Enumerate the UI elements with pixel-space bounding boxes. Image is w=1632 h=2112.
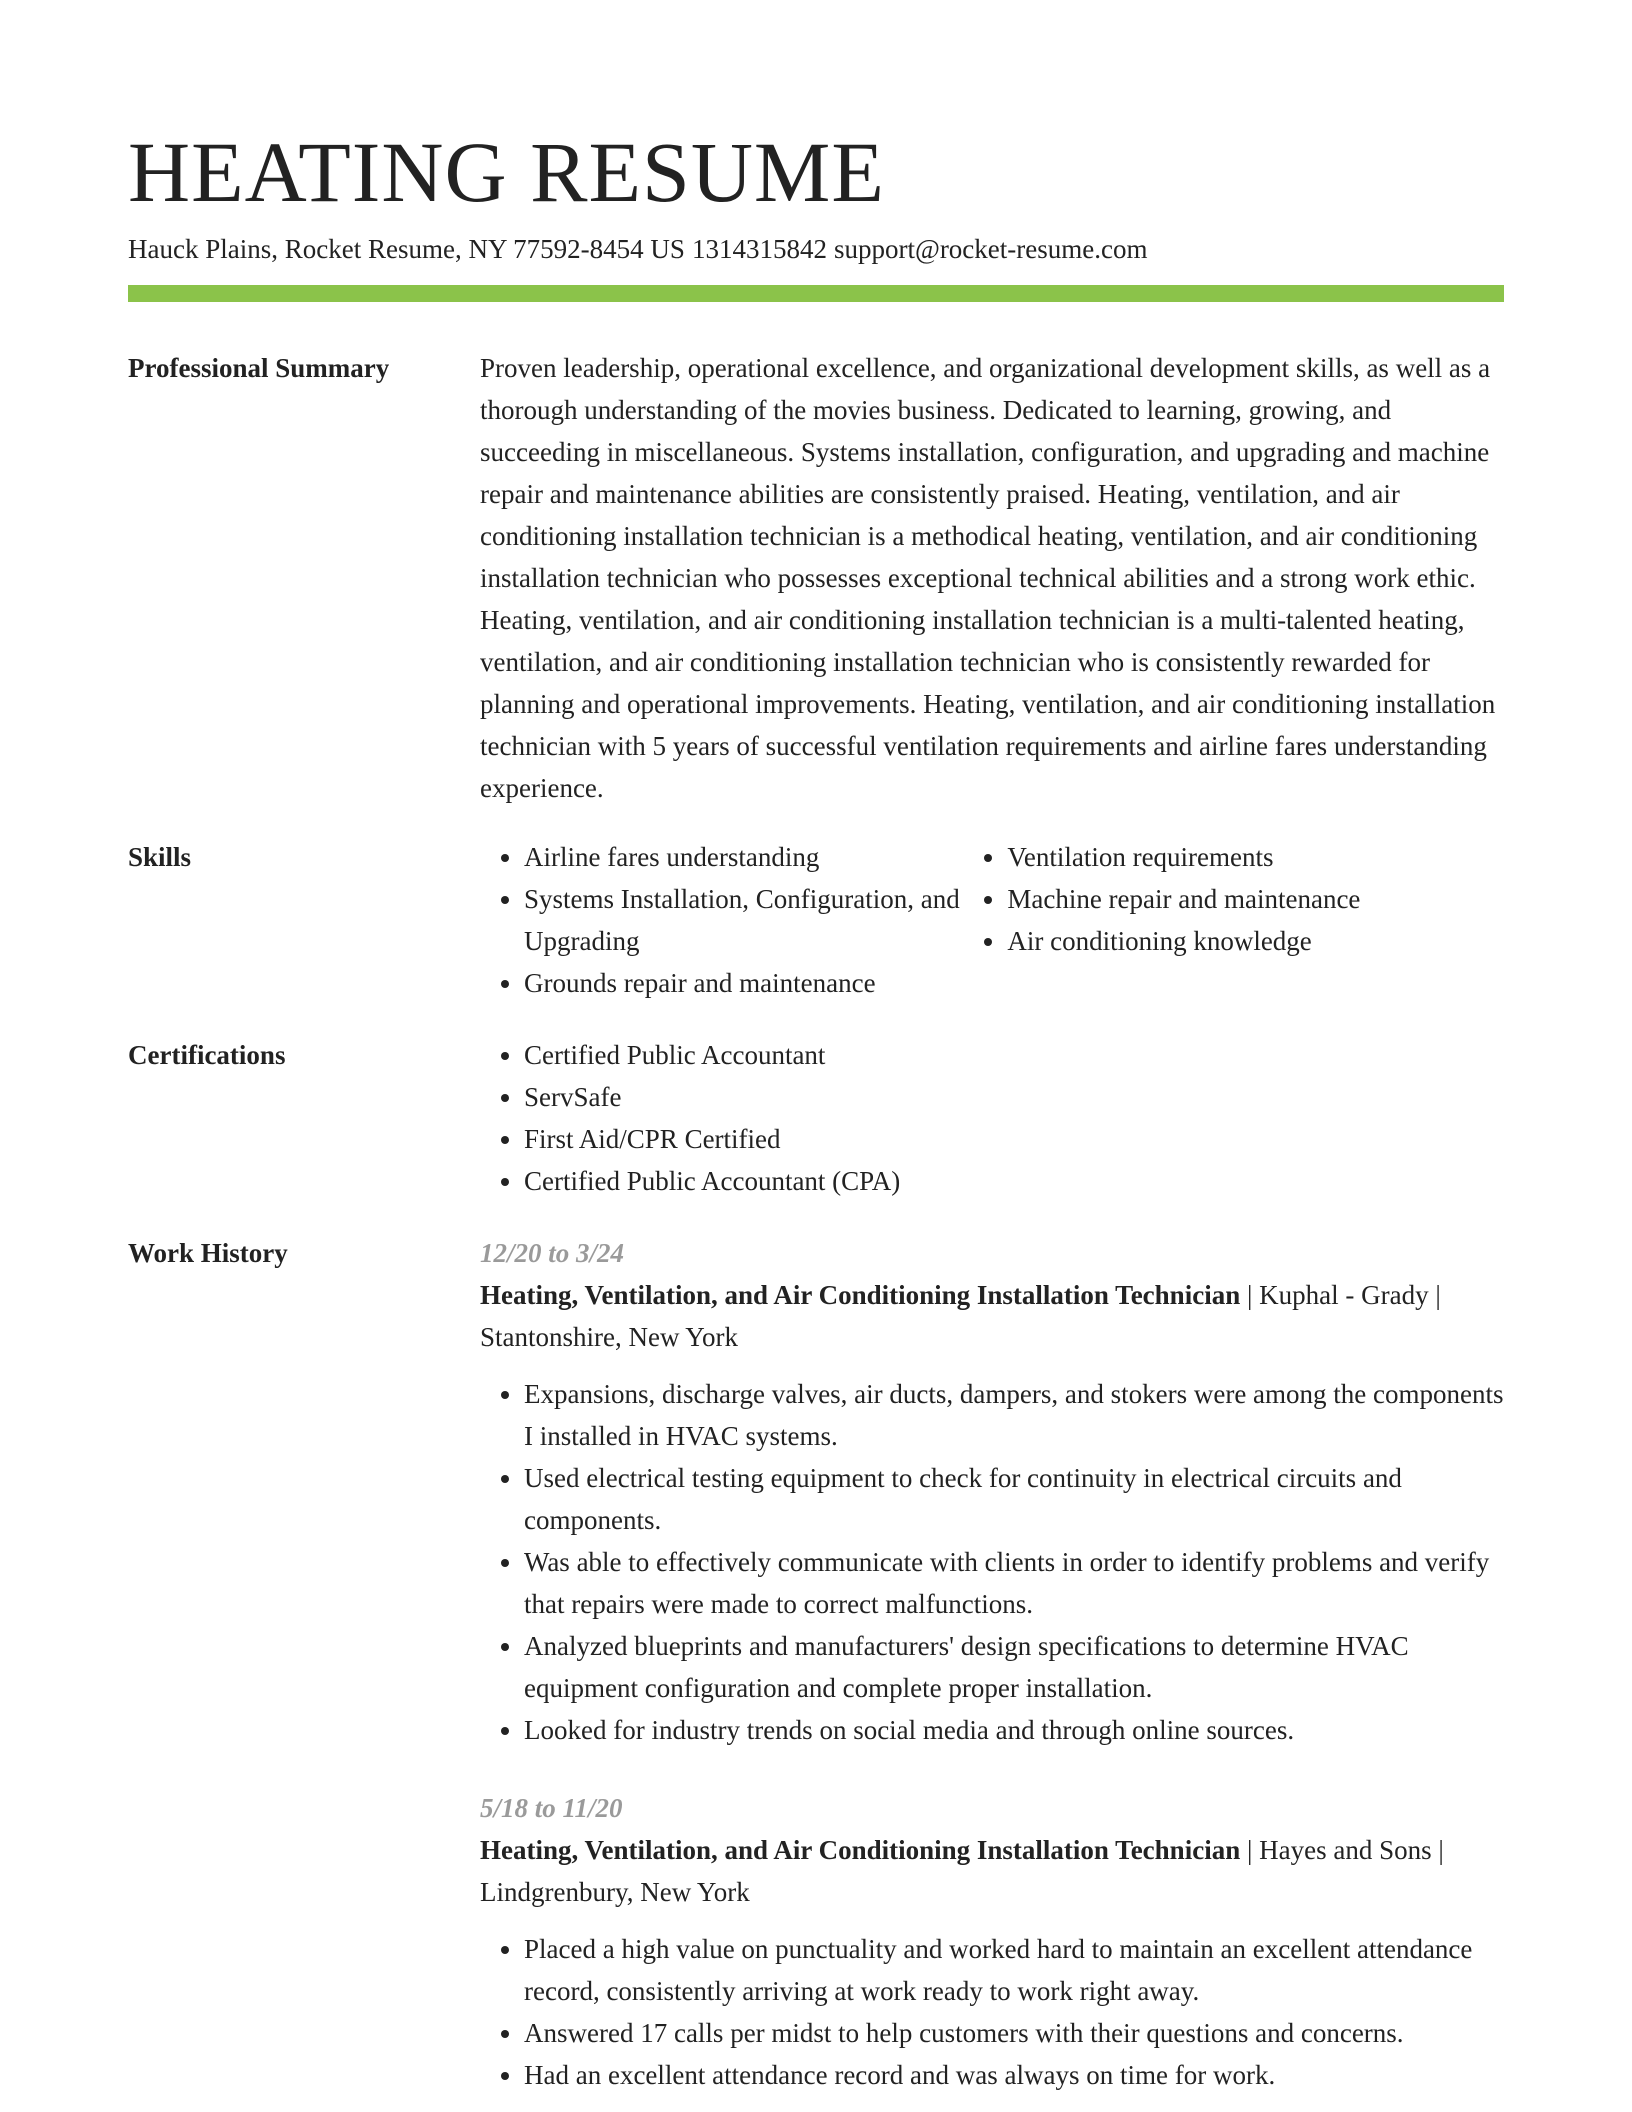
job-title: Heating, Ventilation, and Air Conditioning Installation Technician xyxy=(480,1835,1241,1865)
skill-item: • Machine repair and maintenance xyxy=(1007,878,1504,920)
section-title-certifications: Certifications xyxy=(128,1040,286,1070)
resume-title: HEATING RESUME xyxy=(128,124,885,220)
skills-list-right xyxy=(963,836,1504,1004)
skill-item: • Airline fares understanding xyxy=(524,836,963,878)
job-bullet: • Answered 17 calls per midst to help customers with their questions and concerns. xyxy=(524,2012,1504,2054)
job-bullet: • Expansions, discharge valves, air ducts, dampers, and stokers were among the components I installed in HVAC systems. xyxy=(524,1373,1504,1457)
job-bullets xyxy=(480,1373,1504,1751)
job-entry xyxy=(480,1787,1504,2096)
job-entry xyxy=(480,1232,1504,1751)
certification-item: • ServSafe xyxy=(524,1076,1504,1118)
job-heading xyxy=(480,1829,1504,1913)
job-dates: 5/18 to 11/20 xyxy=(480,1793,623,1823)
job-bullet: • Used electrical testing equipment to check for continuity in electrical circuits and components. xyxy=(524,1457,1504,1541)
job-bullets xyxy=(480,1928,1504,2096)
job-company-location: | Hayes and Sons | Lindgrenbury, New York xyxy=(480,1835,1444,1907)
job-bullet: • Looked for industry trends on social media and through online sources. xyxy=(524,1709,1504,1751)
job-bullet: • Was able to effectively communicate with clients in order to identify problems and verify that repairs were made to correct malfunctions. xyxy=(524,1541,1504,1625)
job-dates: 12/20 to 3/24 xyxy=(480,1238,625,1268)
skill-item: • Systems Installation, Configuration, and Upgrading xyxy=(524,878,963,962)
certifications-list xyxy=(480,1034,1504,1202)
job-bullet: • Had an excellent attendance record and was always on time for work. xyxy=(524,2054,1504,2096)
skill-item: • Air conditioning knowledge xyxy=(1007,920,1504,962)
certification-item: • Certified Public Accountant (CPA) xyxy=(524,1160,1504,1202)
job-heading xyxy=(480,1274,1504,1358)
email: support@rocket-resume.com xyxy=(833,234,1148,264)
section-title-skills: Skills xyxy=(128,842,192,872)
address: Hauck Plains, Rocket Resume, NY 77592-8454 US xyxy=(128,234,685,264)
job-company-location: | Kuphal - Grady | Stantonshire, New York xyxy=(480,1280,1441,1352)
job-title: Heating, Ventilation, and Air Conditioning Installation Technician xyxy=(480,1280,1241,1310)
phone: 1314315842 xyxy=(691,234,827,264)
job-bullet: • Analyzed blueprints and manufacturers' design specifications to determine HVAC equipment configuration and complete proper installation. xyxy=(524,1625,1504,1709)
section-title-work-history: Work History xyxy=(128,1238,288,1268)
skill-item: • Grounds repair and maintenance xyxy=(524,962,963,1004)
job-bullet: • Placed a high value on punctuality and worked hard to maintain an excellent attendance record, consistently arriving at work ready to work right away. xyxy=(524,1928,1504,2012)
section-title-summary: Professional Summary xyxy=(128,353,390,383)
skills-list-left xyxy=(480,836,963,1004)
certification-item: • Certified Public Accountant xyxy=(524,1034,1504,1076)
summary-text: Proven leadership, operational excellence, and organizational development skills, as well as a thorough understanding of the movies business. Dedicated to learning, growing, and succeeding in miscellaneous. Systems installation, configuration, and upgrading and machine repair and maintenance abilities are consistently praised. Heating, ventilation, and air conditioning installation technician is a methodical heating, ventilation, and air conditioning installation technician who possesses exceptional technical abilities and a strong work ethic. Heating, ventilation, and air conditioning installation technician is a multi-talented heating, ventilation, and air conditioning installation technician who is consistently rewarded for planning and operational improvements. Heating, ventilation, and air conditioning installation technician with 5 years of successful ventilation requirements and airline fares understanding experience. xyxy=(480,353,1496,803)
skill-item: • Ventilation requirements xyxy=(1007,836,1504,878)
accent-divider xyxy=(128,285,1504,302)
contact-line xyxy=(128,230,1147,268)
certification-item: • First Aid/CPR Certified xyxy=(524,1118,1504,1160)
